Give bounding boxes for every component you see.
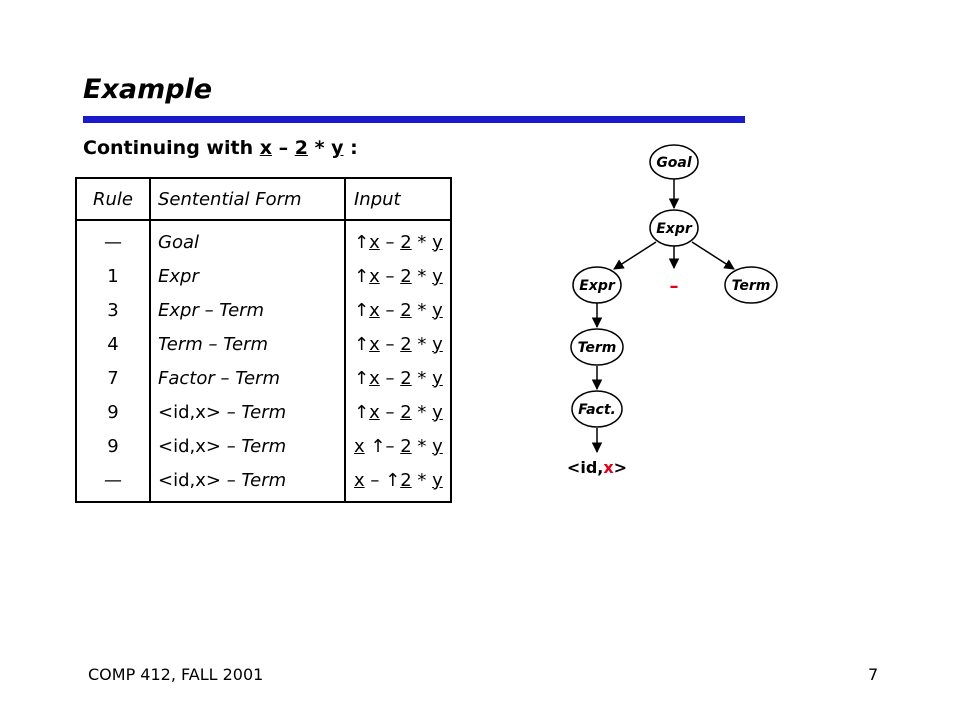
cell-rule: 7: [76, 361, 150, 395]
cell-input: x ↑– 2 * y: [354, 435, 443, 457]
slide-title: Example: [83, 74, 213, 105]
cell-sentential-form: Factor – Term: [150, 361, 345, 395]
subtitle-minus: –: [271, 137, 295, 159]
cell-sentential-form: Expr: [150, 259, 345, 293]
cell-input: ↑x – 2 * y: [354, 265, 443, 287]
edge-expr-termright: [692, 242, 734, 269]
cell-sentential-form: Goal: [150, 220, 345, 259]
header-rule: Rule: [76, 178, 150, 220]
cell-rule: —: [76, 463, 150, 502]
footer-page-number: 7: [868, 665, 879, 684]
node-expr-top-label: Expr: [656, 221, 692, 237]
cell-sentential-form: <id,x> – Term: [150, 463, 345, 502]
node-fact-label: Fact.: [578, 402, 616, 418]
node-expr-left-label: Expr: [579, 278, 615, 294]
node-expr-top: [650, 210, 698, 246]
cell-sentential-form: <id,x> – Term: [150, 395, 345, 429]
subtitle-prefix: Continuing with: [83, 137, 260, 159]
node-leaf-id: [567, 458, 627, 477]
cell-input: ↑x – 2 * y: [354, 401, 443, 423]
node-expr-left: [573, 267, 621, 303]
subtitle-x: x: [259, 137, 272, 159]
header-sentential-form: Sentential Form: [150, 178, 345, 220]
cell-input: ↑x – 2 * y: [354, 367, 443, 389]
node-minus: –: [669, 276, 679, 297]
cell-input: ↑x – 2 * y: [354, 333, 443, 355]
cell-rule: 9: [76, 429, 150, 463]
cell-sentential-form: Expr – Term: [150, 293, 345, 327]
leaf-x: x: [603, 458, 614, 477]
cell-rule: 9: [76, 395, 150, 429]
node-fact: [572, 391, 622, 427]
subtitle-2: 2: [294, 137, 308, 159]
subtitle-y: y: [331, 137, 344, 159]
cell-rule: 4: [76, 327, 150, 361]
footer-course: COMP 412, FALL 2001: [88, 665, 264, 684]
leaf-suffix: >: [613, 458, 628, 477]
edge-expr-exprleft: [614, 242, 656, 269]
node-term-right: [725, 267, 777, 303]
leaf-prefix: <id,: [566, 458, 604, 477]
cell-rule: —: [76, 220, 150, 259]
cell-rule: 3: [76, 293, 150, 327]
header-input: Input: [345, 178, 451, 220]
cell-sentential-form: <id,x> – Term: [150, 429, 345, 463]
node-goal: [650, 145, 698, 179]
node-term-right-label: Term: [731, 278, 771, 294]
cell-rule: 1: [76, 259, 150, 293]
subtitle-times: *: [307, 137, 332, 159]
cell-input: ↑x – 2 * y: [354, 299, 443, 321]
node-term-left-label: Term: [577, 340, 617, 356]
subtitle-colon: :: [343, 137, 358, 159]
node-term-left: [571, 329, 623, 365]
cell-input: x – ↑2 * y: [354, 469, 443, 491]
node-goal-label: Goal: [656, 155, 692, 171]
cell-input: ↑x – 2 * y: [354, 231, 443, 253]
cell-sentential-form: Term – Term: [150, 327, 345, 361]
